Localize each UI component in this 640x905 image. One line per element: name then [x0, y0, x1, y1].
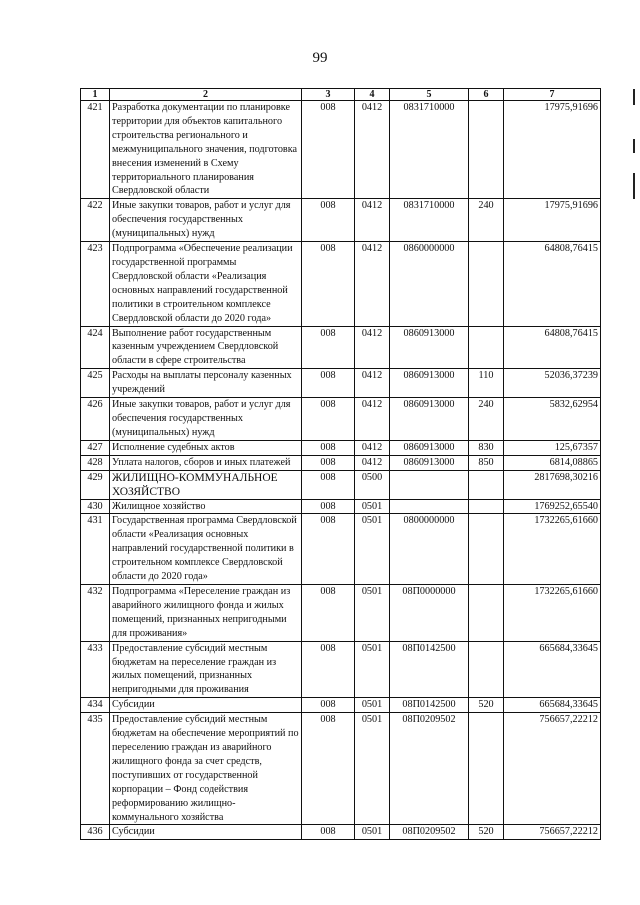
row-amount: 52036,37239: [504, 369, 601, 398]
row-target-code: 08П0142500: [390, 698, 469, 713]
row-target-code: 08П0142500: [390, 641, 469, 698]
row-expense-type: [469, 514, 504, 585]
row-target-code: [390, 470, 469, 499]
col-header-5: 5: [390, 89, 469, 101]
row-number: 422: [81, 199, 110, 242]
row-amount: 665684,33645: [504, 641, 601, 698]
table-row: [81, 585, 601, 642]
row-number: 421: [81, 101, 110, 199]
row-name: Исполнение судебных актов: [110, 440, 302, 455]
row-grbs-code: 008: [302, 470, 355, 499]
row-section-code: 0501: [355, 585, 390, 642]
row-grbs-code: 008: [302, 698, 355, 713]
row-name: Выполнение работ государственным казенным учреждением Свердловской области в сфере строительства: [110, 326, 302, 369]
table-row: [81, 101, 601, 199]
row-target-code: 0860913000: [390, 398, 469, 441]
table-row: [81, 369, 601, 398]
row-expense-type: 850: [469, 455, 504, 470]
row-grbs-code: 008: [302, 369, 355, 398]
table-body: [81, 101, 601, 840]
row-target-code: 0860913000: [390, 369, 469, 398]
row-expense-type: 240: [469, 199, 504, 242]
row-number: 428: [81, 455, 110, 470]
header-row: [81, 89, 601, 101]
row-number: 434: [81, 698, 110, 713]
row-name: Подпрограмма «Переселение граждан из аварийного жилищного фонда и жилых помещений, признанных непригодными для проживания»: [110, 585, 302, 642]
row-number: 423: [81, 242, 110, 326]
row-target-code: 0860000000: [390, 242, 469, 326]
row-grbs-code: 008: [302, 514, 355, 585]
row-amount: 64808,76415: [504, 326, 601, 369]
table-row: [81, 514, 601, 585]
row-grbs-code: 008: [302, 101, 355, 199]
row-section-code: 0501: [355, 641, 390, 698]
row-section-code: 0501: [355, 698, 390, 713]
row-expense-type: [469, 470, 504, 499]
row-name: Разработка документации по планировке территории для объектов капитального строительства регионального и межмуниципального значения, подготовка внесения изменений в Схему территориального планирования Свердловской области: [110, 101, 302, 199]
row-number: 436: [81, 825, 110, 840]
row-amount: 125,67357: [504, 440, 601, 455]
edge-marks: [630, 85, 640, 205]
table-row: [81, 440, 601, 455]
row-target-code: 08П0000000: [390, 585, 469, 642]
table-row: [81, 641, 601, 698]
row-name: Уплата налогов, сборов и иных платежей: [110, 455, 302, 470]
table-row: [81, 199, 601, 242]
row-expense-type: 240: [469, 398, 504, 441]
row-number: 426: [81, 398, 110, 441]
row-target-code: 08П0209502: [390, 713, 469, 825]
table-row: [81, 713, 601, 825]
col-header-7: 7: [504, 89, 601, 101]
row-amount: 665684,33645: [504, 698, 601, 713]
row-amount: 756657,22212: [504, 825, 601, 840]
row-grbs-code: 008: [302, 585, 355, 642]
row-number: 425: [81, 369, 110, 398]
row-section-code: 0501: [355, 514, 390, 585]
row-grbs-code: 008: [302, 242, 355, 326]
row-expense-type: 520: [469, 825, 504, 840]
row-target-code: 08П0209502: [390, 825, 469, 840]
row-target-code: 0831710000: [390, 101, 469, 199]
col-header-6: 6: [469, 89, 504, 101]
row-number: 435: [81, 713, 110, 825]
row-grbs-code: 008: [302, 455, 355, 470]
row-expense-type: [469, 242, 504, 326]
row-name: Расходы на выплаты персоналу казенных учреждений: [110, 369, 302, 398]
row-name: ЖИЛИЩНО-КОММУНАЛЬНОЕ ХОЗЯЙСТВО: [110, 470, 302, 499]
row-target-code: 0800000000: [390, 514, 469, 585]
row-grbs-code: 008: [302, 326, 355, 369]
row-section-code: 0412: [355, 369, 390, 398]
row-amount: 1732265,61660: [504, 585, 601, 642]
col-header-4: 4: [355, 89, 390, 101]
row-amount: 17975,91696: [504, 101, 601, 199]
row-section-code: 0412: [355, 199, 390, 242]
row-expense-type: [469, 585, 504, 642]
col-header-3: 3: [302, 89, 355, 101]
row-target-code: 0860913000: [390, 455, 469, 470]
table-row: [81, 470, 601, 499]
table-row: [81, 242, 601, 326]
row-name: Предоставление субсидий местным бюджетам на переселение граждан из жилых помещений, признанных непригодными для проживания: [110, 641, 302, 698]
table-row: [81, 825, 601, 840]
budget-table: [80, 88, 601, 840]
row-amount: 64808,76415: [504, 242, 601, 326]
row-grbs-code: 008: [302, 199, 355, 242]
row-target-code: 0831710000: [390, 199, 469, 242]
row-expense-type: [469, 326, 504, 369]
row-grbs-code: 008: [302, 825, 355, 840]
table-row: [81, 499, 601, 514]
row-section-code: 0412: [355, 326, 390, 369]
row-name: Иные закупки товаров, работ и услуг для обеспечения государственных (муниципальных) нужд: [110, 199, 302, 242]
row-section-code: 0501: [355, 713, 390, 825]
row-name: Государственная программа Свердловской области «Реализация основных направлений государственной политики в строительном комплексе Свердловской области до 2020 года»: [110, 514, 302, 585]
row-section-code: 0412: [355, 398, 390, 441]
col-header-1: 1: [81, 89, 110, 101]
table-row: [81, 455, 601, 470]
row-section-code: 0501: [355, 499, 390, 514]
row-amount: 1769252,65540: [504, 499, 601, 514]
table-row: [81, 398, 601, 441]
row-section-code: 0500: [355, 470, 390, 499]
row-section-code: 0412: [355, 101, 390, 199]
row-expense-type: 110: [469, 369, 504, 398]
col-header-2: 2: [110, 89, 302, 101]
row-name: Субсидии: [110, 698, 302, 713]
row-number: 427: [81, 440, 110, 455]
row-name: Иные закупки товаров, работ и услуг для обеспечения государственных (муниципальных) нужд: [110, 398, 302, 441]
row-grbs-code: 008: [302, 398, 355, 441]
row-amount: 2817698,30216: [504, 470, 601, 499]
row-number: 431: [81, 514, 110, 585]
row-expense-type: [469, 101, 504, 199]
row-section-code: 0412: [355, 455, 390, 470]
row-amount: 17975,91696: [504, 199, 601, 242]
row-name: Субсидии: [110, 825, 302, 840]
row-grbs-code: 008: [302, 499, 355, 514]
row-amount: 5832,62954: [504, 398, 601, 441]
row-expense-type: [469, 641, 504, 698]
row-amount: 6814,08865: [504, 455, 601, 470]
row-amount: 756657,22212: [504, 713, 601, 825]
row-number: 424: [81, 326, 110, 369]
row-amount: 1732265,61660: [504, 514, 601, 585]
row-number: 430: [81, 499, 110, 514]
page-number: 99: [312, 50, 328, 66]
row-expense-type: [469, 499, 504, 514]
row-grbs-code: 008: [302, 641, 355, 698]
row-target-code: 0860913000: [390, 326, 469, 369]
row-expense-type: [469, 713, 504, 825]
row-section-code: 0412: [355, 242, 390, 326]
row-name: Жилищное хозяйство: [110, 499, 302, 514]
row-target-code: 0860913000: [390, 440, 469, 455]
row-section-code: 0412: [355, 440, 390, 455]
table-row: [81, 326, 601, 369]
row-expense-type: 520: [469, 698, 504, 713]
row-section-code: 0501: [355, 825, 390, 840]
row-name: Подпрограмма «Обеспечение реализации государственной программы Свердловской области «Реализация основных направлений государственной политики в строительном комплексе Свердловской области до 2020 года»: [110, 242, 302, 326]
row-name: Предоставление субсидий местным бюджетам на обеспечение мероприятий по переселению граждан из аварийного жилищного фонда за счет средств, поступивших от государственной корпорации – Фонд содействия реформированию жилищно-коммунального хозяйства: [110, 713, 302, 825]
table-row: [81, 698, 601, 713]
row-number: 432: [81, 585, 110, 642]
row-grbs-code: 008: [302, 440, 355, 455]
row-number: 429: [81, 470, 110, 499]
row-number: 433: [81, 641, 110, 698]
row-expense-type: 830: [469, 440, 504, 455]
row-grbs-code: 008: [302, 713, 355, 825]
row-target-code: [390, 499, 469, 514]
